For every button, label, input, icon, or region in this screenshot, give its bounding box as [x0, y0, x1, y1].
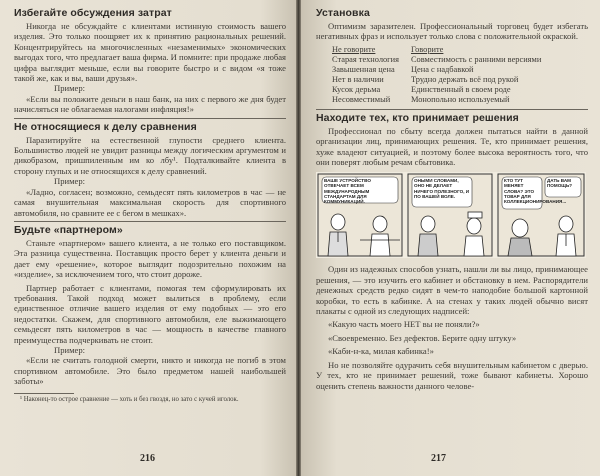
- table-row: [332, 55, 553, 65]
- example-quote: «Если не считать голодной смерти, никто и никогда не погиб в этом спортивном автомобиле. Это было предметом нашей наибольшей заботы»: [14, 355, 286, 387]
- comic-speech-2: ОНЫМИ СЛОВАМИ, ОНО НЕ ДЕЛАЕТ НИЧЕГО ПОЛЕЗНОГО, И ПО ВАШЕЙ ВОЛЕ.: [414, 178, 470, 200]
- example-label: Пример:: [54, 344, 86, 355]
- table-cell: Совместимость с ранними версиями: [410, 54, 542, 64]
- comic-speech-3b: ДАТЬ ВАМ ПОМОЩЬ?: [547, 178, 573, 189]
- right-page: [301, 0, 600, 476]
- table-cell: Единственный в своем роде: [410, 84, 511, 94]
- table-cell: Монопольно используемый: [410, 94, 510, 104]
- footnote: ¹ Наконец-то острое сравнение — хоть и без гвоздя, но зато с кучей иголок.: [20, 395, 239, 403]
- table-row: [332, 65, 553, 75]
- section-heading: Находите тех, кто принимает решения: [316, 111, 519, 124]
- section-heading: Будьте «партнером»: [14, 223, 123, 236]
- column-header-dont-say: Не говорите: [332, 44, 376, 54]
- comic-speech-3a: КТО ТУТ МЕНЯЕТ СЛОВА? ЭТО ТОВАР ДЛЯ КОЛЛЕКЦИОНИРОВАНИЯ...: [504, 178, 567, 205]
- table-cell: Завышенная цена: [332, 64, 395, 74]
- example-label: Пример:: [54, 83, 86, 94]
- example-quote: «Ладно, согласен; возможно, семьдесят пять километров в час — не самая внушительная максимальная скорость для спортивного автомобиля, но сравните ее с бегом в мешках».: [14, 186, 286, 218]
- table-cell: Кусок дерьма: [332, 84, 381, 94]
- page-number: 217: [431, 453, 446, 464]
- example-label: Пример:: [54, 176, 86, 187]
- table-row: [332, 75, 553, 85]
- section-heading: Установка: [316, 7, 370, 19]
- paragraph: Профессионал по сбыту всегда должен пытаться найти в данной организации лиц, принимающих решения. Те, кто принимает решения, хуже владеют ситуацией, и поэтому более высока вероятность того, что они поверят любым речам сбытовика.: [316, 125, 588, 168]
- section-rule: [14, 221, 286, 222]
- section-rule: [14, 118, 286, 119]
- paragraph: Но не позволяйте одурачить себя внушительным кабинетом с дверью. У тех, кто не принимает решений, тоже бывают кабинеты. Хорошо оценить степень важности данного челове-: [316, 359, 588, 391]
- page-number: 216: [140, 453, 155, 464]
- sign-quote: «Своевременно. Без дефектов. Берите одну штуку»: [328, 332, 517, 343]
- section-heading: Избегайте обсуждения затрат: [14, 7, 172, 19]
- paragraph: Оптимизм заразителен. Профессиональный торговец будет избегать негативных фраз и использует только слова с положительной окраской.: [316, 21, 588, 42]
- table-cell: Несовместимый: [332, 94, 391, 104]
- table-row: [332, 95, 553, 105]
- phrase-table: [332, 45, 553, 105]
- paragraph: Один из надежных способов узнать, нашли ли вы лицо, принимающее решения, — это изучить его кабинет и обстановку в нем. Распорядители денежных средств редко сидят в чем-то наподобие большой картонной коробки, то есть в кабинке. А на стенах у таких людей обычно висят плакаты с одной из следующих надписей:: [316, 264, 588, 317]
- table-cell: Трудно держать всё под рукой: [410, 74, 519, 84]
- comic-speech-1: ВАШЕ УСТРОЙСТВО ОТВЕЧАЕТ ВСЕМ МЕЖДУНАРОДНЫМ СТАНДАРТАМ ДЛЯ КОММУНИКАЦИЙ.: [324, 178, 371, 205]
- paragraph: Партнер работает с клиентами, помогая тем сформулировать их требования. Такой подход может вылиться в проблему, если единственное отличие вашего изделия от ему подобных — это его недостатки. Скажем, для спортивного автомобиля, еле выжимающего семьдесят пять километров в час — мощность в качестве главного преимущества подчеркивать не стоит.: [14, 282, 286, 345]
- sign-quote: «Каби-н-ка, милая кабинка!»: [328, 346, 434, 357]
- comic-figure-customer: [418, 216, 438, 256]
- table-cell: Старая технология: [332, 54, 399, 64]
- table-cell: Цена с надбавкой: [410, 64, 474, 74]
- table-cell: Нет в наличии: [332, 74, 384, 84]
- paragraph: Станьте «партнером» вашего клиента, а не только его поставщиком. Эта разница существенна. Поставщик просто берет у клиента деньги и дает ему «решение», которое выглядит подозрительно похожим на «изделие», за исключением того, что стоит дороже.: [14, 237, 286, 280]
- section-heading: Не относящиеся к делу сравнения: [14, 120, 197, 133]
- example-quote: «Если вы положите деньги в наш банк, на них с первого же дня будет начисляться не облагаемая налогами инфляция!»: [14, 93, 286, 115]
- section-rule: [316, 109, 588, 110]
- paragraph: Никогда не обсуждайте с клиентами истинную стоимость вашего изделия. Это только поощряет их к принятию рациональных решений. Концентрируйтесь на многочисленных «незаменимых» экономических выгодах того, что предлагает ваша фирма. И помните: при продаже любая цифра выглядит меньше, если вы говорите быстро и с видом «я тоже такой же, как и вы, ваши друзья».: [14, 21, 286, 84]
- footnote-rule: [14, 393, 74, 394]
- left-page: [0, 0, 296, 476]
- paragraph: Паразитируйте на естественной глупости среднего клиента. Большинство людей не увидит разницы между логическим аргументом и дикобразом, пришпиленным им ко лбу¹. Подталкивайте клиента в сторону глупых и не относящихся к делу сравнений.: [14, 134, 286, 176]
- table-row: [332, 85, 553, 95]
- sign-quote: «Какую часть моего НЕТ вы не поняли?»: [328, 319, 480, 330]
- column-header-say: Говорите: [410, 44, 444, 54]
- comic-figure-dilbert-2: [556, 216, 576, 256]
- comic-strip: [316, 172, 586, 258]
- comic-figure-salesman: [328, 214, 348, 256]
